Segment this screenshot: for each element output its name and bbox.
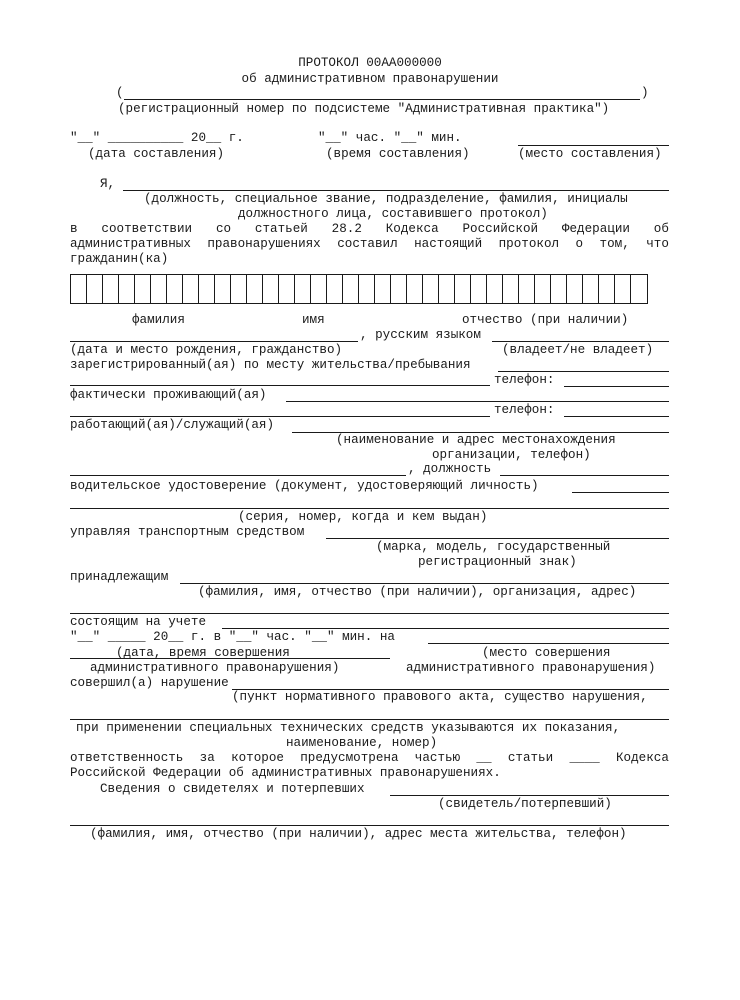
license-field-2[interactable]: [70, 508, 669, 509]
license-field[interactable]: [572, 492, 669, 493]
time-field[interactable]: "__" час. "__" мин.: [318, 131, 462, 145]
violation-place-field[interactable]: [428, 643, 669, 644]
position-field[interactable]: [500, 475, 669, 476]
name-letter-cell[interactable]: [471, 275, 487, 303]
name-letter-cell[interactable]: [87, 275, 103, 303]
license-label: водительское удостоверение (документ, удостоверяющий личность): [70, 479, 539, 493]
phone-field-2[interactable]: [564, 416, 669, 417]
name-letter-cell[interactable]: [551, 275, 567, 303]
violation-time-hint-1: (дата, время совершения: [116, 646, 290, 660]
name-letter-cell[interactable]: [343, 275, 359, 303]
committed-label: совершил(а) нарушение: [70, 676, 229, 690]
name-letter-cell[interactable]: [359, 275, 375, 303]
position-label: , должность: [408, 462, 492, 476]
officer-hint-2: должностного лица, составившего протокол): [238, 207, 548, 221]
form-title: ПРОТОКОЛ 00АА000000: [298, 56, 442, 70]
registration-number-hint: (регистрационный номер по подсистеме "Административная практика"): [118, 102, 610, 116]
license-hint: (серия, номер, когда и кем выдан): [238, 510, 488, 524]
tech-hint-2: наименование, номер): [286, 736, 438, 750]
name-letter-cell[interactable]: [295, 275, 311, 303]
officer-field[interactable]: [123, 190, 669, 191]
name-letter-cell[interactable]: [311, 275, 327, 303]
vehicle-field[interactable]: [326, 538, 669, 539]
statement-line-2: административных правонарушениях составил настоящий протокол о том, что: [70, 237, 669, 251]
org-field-2[interactable]: [70, 475, 406, 476]
violation-place-hint-1: (место совершения: [482, 646, 611, 660]
name-letter-cell[interactable]: [487, 275, 503, 303]
liability-line-2: Российской Федерации об административных правонарушениях.: [70, 766, 501, 780]
name-letter-cell[interactable]: [327, 275, 343, 303]
registered-at-label: состоящим на учете: [70, 615, 207, 629]
witnesses-label: Сведения о свидетелях и потерпевших: [100, 782, 365, 796]
time-hint: (время составления): [326, 147, 470, 161]
language-field[interactable]: [492, 341, 669, 342]
patronymic-hint: отчество (при наличии): [462, 313, 629, 327]
name-letter-cell[interactable]: [71, 275, 87, 303]
name-letter-cell[interactable]: [263, 275, 279, 303]
name-letter-cell[interactable]: [151, 275, 167, 303]
name-hint: имя: [302, 313, 325, 327]
vehicle-hint-1: (марка, модель, государственный: [376, 540, 611, 554]
name-letter-cell[interactable]: [167, 275, 183, 303]
violation-act-field-2[interactable]: [70, 719, 669, 720]
birth-hint: (дата и место рождения, гражданство): [70, 343, 343, 357]
name-letter-cell[interactable]: [519, 275, 535, 303]
birth-field[interactable]: [70, 341, 358, 342]
name-letter-cell[interactable]: [215, 275, 231, 303]
place-field[interactable]: [518, 145, 669, 146]
name-letter-cell[interactable]: [279, 275, 295, 303]
residing-address-field-2[interactable]: [70, 416, 490, 417]
org-hint-2: организации, телефон): [432, 448, 591, 462]
violation-time-hint-2: административного правонарушения): [90, 661, 340, 675]
russian-language-label: , русским языком: [360, 328, 481, 342]
registered-label: зарегистрированный(ая) по месту жительства/пребывания: [70, 358, 471, 372]
name-letter-cell[interactable]: [103, 275, 119, 303]
residing-label: фактически проживающий(ая): [70, 388, 267, 402]
driving-label: управляя транспортным средством: [70, 525, 305, 539]
owner-field-2[interactable]: [70, 613, 669, 614]
witness-details-field[interactable]: [70, 825, 669, 826]
name-letter-cell[interactable]: [455, 275, 471, 303]
residing-address-field[interactable]: [286, 401, 669, 402]
violation-time-field[interactable]: "__" _____ 20__ г. в "__" час. "__" мин. на: [70, 630, 395, 644]
ya-label: Я,: [100, 177, 116, 191]
phone-label-2: телефон:: [494, 403, 555, 417]
witness-role-hint: (свидетель/потерпевший): [438, 797, 612, 811]
tech-hint-1: при применении специальных технических средств указываются их показания,: [76, 721, 621, 735]
language-hint: (владеет/не владеет): [502, 343, 654, 357]
name-letter-cell[interactable]: [119, 275, 135, 303]
surname-hint: фамилия: [132, 313, 185, 327]
registered-address-field[interactable]: [498, 371, 669, 372]
form-subtitle: об административном правонарушении: [241, 72, 499, 86]
registered-address-field-2[interactable]: [70, 385, 490, 386]
owner-hint: (фамилия, имя, отчество (при наличии), организация, адрес): [198, 585, 637, 599]
citizen-label: гражданин(ка): [70, 252, 169, 266]
officer-hint-1: (должность, специальное звание, подразделение, фамилия, инициалы: [144, 192, 628, 206]
name-letter-cell[interactable]: [503, 275, 519, 303]
name-letter-cell[interactable]: [599, 275, 615, 303]
belonging-label: принадлежащим: [70, 570, 169, 584]
name-letter-cell[interactable]: [247, 275, 263, 303]
phone-field[interactable]: [564, 386, 669, 387]
registration-number-field[interactable]: [124, 99, 640, 100]
name-letter-grid[interactable]: [70, 274, 648, 304]
statement-line-1: в соответствии со статьей 28.2 Кодекса Российской Федерации об: [70, 222, 669, 236]
owner-field[interactable]: [180, 583, 669, 584]
open-paren: (: [116, 86, 124, 100]
vehicle-hint-2: регистрационный знак): [418, 555, 577, 569]
witness-details-hint: (фамилия, имя, отчество (при наличии), адрес места жительства, телефон): [90, 827, 627, 841]
name-letter-cell[interactable]: [423, 275, 439, 303]
witness-role-field[interactable]: [390, 795, 669, 796]
name-letter-cell[interactable]: [391, 275, 407, 303]
name-letter-cell[interactable]: [375, 275, 391, 303]
date-hint: (дата составления): [88, 147, 225, 161]
name-letter-cell[interactable]: [439, 275, 455, 303]
close-paren: ): [641, 86, 649, 100]
name-letter-cell[interactable]: [615, 275, 631, 303]
name-letter-cell[interactable]: [631, 275, 647, 303]
liability-line-1: ответственность за которое предусмотрена частью __ статьи ____ Кодекса: [70, 751, 669, 765]
name-letter-cell[interactable]: [199, 275, 215, 303]
violation-act-hint: (пункт нормативного правового акта, существо нарушения,: [232, 690, 648, 704]
name-letter-cell[interactable]: [231, 275, 247, 303]
name-letter-cell[interactable]: [583, 275, 599, 303]
phone-label: телефон:: [494, 373, 555, 387]
date-field[interactable]: "__" __________ 20__ г.: [70, 131, 244, 145]
registered-at-field[interactable]: [222, 628, 669, 629]
place-hint: (место составления): [518, 147, 662, 161]
name-letter-cell[interactable]: [407, 275, 423, 303]
name-letter-cell[interactable]: [567, 275, 583, 303]
working-label: работающий(ая)/служащий(ая): [70, 418, 275, 432]
name-letter-cell[interactable]: [535, 275, 551, 303]
name-letter-cell[interactable]: [183, 275, 199, 303]
violation-place-hint-2: административного правонарушения): [406, 661, 656, 675]
name-letter-cell[interactable]: [135, 275, 151, 303]
org-hint-1: (наименование и адрес местонахождения: [336, 433, 616, 447]
